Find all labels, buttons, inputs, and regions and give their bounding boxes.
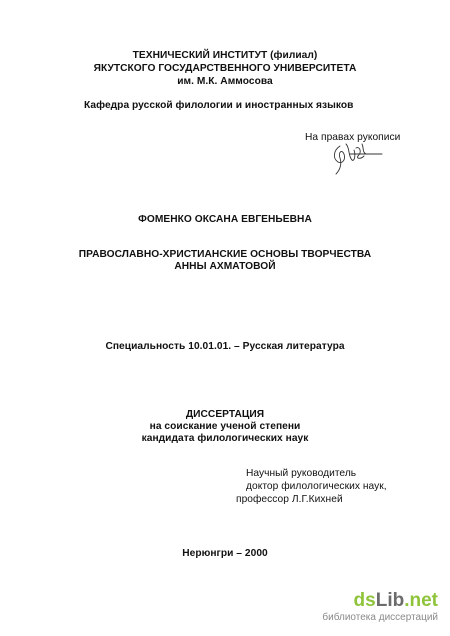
department-name: Кафедра русской филологии и иностранных языков [84, 100, 354, 111]
specialty: Специальность 10.01.01. – Русская литература [105, 341, 345, 352]
dissertation-heading: ДИССЕРТАЦИЯ [185, 409, 265, 420]
manuscript-note: На правах рукописи [305, 132, 401, 143]
degree-line1: на соискание ученой степени [149, 421, 301, 432]
author-name: ФОМЕНКО ОКСАНА ЕВГЕНЬЕВНА [138, 214, 312, 225]
degree-line2: кандидата филологических наук [141, 433, 309, 444]
dslib-watermark [314, 590, 442, 628]
university-name: ЯКУТСКОГО ГОСУДАРСТВЕННОГО УНИВЕРСИТЕТА [93, 63, 357, 74]
university-honorific: им. М.К. Аммосова [177, 76, 273, 87]
dissertation-title-line1: ПРАВОСЛАВНО-ХРИСТИАНСКИЕ ОСНОВЫ ТВОРЧЕСТВА [78, 249, 372, 260]
place-year: Нерюнгри – 2000 [182, 548, 268, 559]
supervisor-degree: доктор филологических наук, [246, 481, 387, 492]
dslib-caption: библиотека диссертаций [322, 612, 438, 623]
dissertation-title-line2: АННЫ АХМАТОВОЙ [174, 261, 276, 272]
supervisor-title: Научный руководитель [246, 468, 357, 479]
supervisor-name: профессор Л.Г.Кихней [236, 494, 343, 505]
dslib-logo: dsLib.net [353, 590, 438, 611]
institute-name: ТЕХНИЧЕСКИЙ ИНСТИТУТ (филиал) [132, 50, 318, 61]
handwritten-signature [326, 136, 384, 176]
